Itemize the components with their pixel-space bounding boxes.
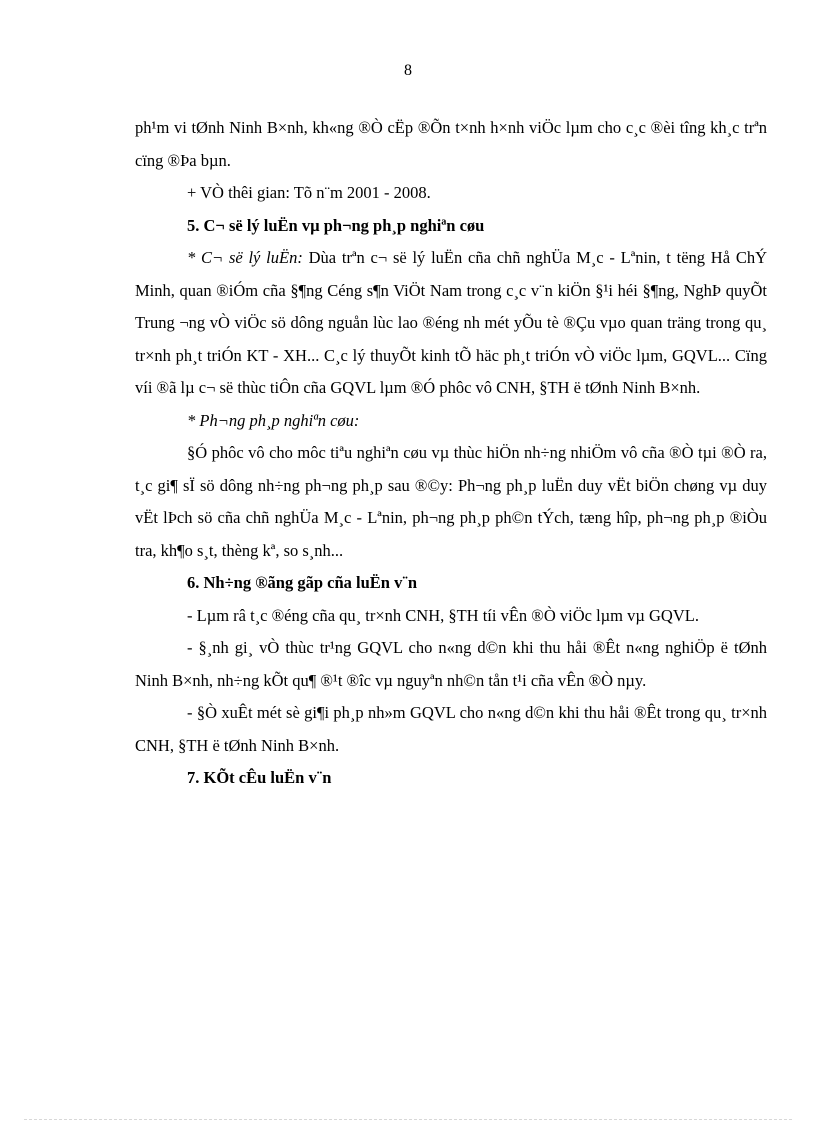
paragraph-lead-label: * C¬ së lý luËn: (187, 248, 303, 267)
paragraph-scope-time: + VÒ thêi gian: Tõ n¨m 2001 - 2008. (187, 183, 431, 202)
page-number: 8 (404, 62, 412, 79)
paragraph-method-label: * Ph¬ng ph¸p nghiªn cøu: (187, 410, 360, 430)
page-bottom-divider (24, 1119, 792, 1120)
paragraph-contribution-3: - §Ò xuÊt mét sè gi¶i ph¸p nh»m GQVL cho n«ng d©n khi thu håi ®Êt trong qu¸ tr×nh CNH, §TH ë tØnh Ninh B×nh. (135, 703, 767, 755)
paragraph-theoretical-basis (135, 242, 767, 405)
paragraph-contribution-2: - §¸nh gi¸ vÒ thùc tr¹ng GQVL cho n«ng d©n khi thu håi ®Êt n«ng nghiÖp ë tØnh Ninh B×nh, nh÷ng kÕt qu¶ ®¹t ®îc vµ nguyªn nh©n tån t¹i cña vÊn ®Ò nµy. (135, 638, 767, 690)
section-heading-5: 5. C¬ së lý luËn vµ ph¬ng ph¸p nghiªn cøu (187, 215, 485, 235)
paragraph-contribution-1: - Lµm râ t¸c ®éng cña qu¸ tr×nh CNH, §TH tíi vÊn ®Ò viÖc lµm vµ GQVL. (187, 605, 699, 625)
paragraph-scope-location: ph¹m vi tØnh Ninh B×nh, kh«ng ®Ò cËp ®Õn t×nh h×nh viÖc lµm cho c¸c ®èi tîng kh¸c trªn cïng ®Þa bµn. (135, 118, 767, 170)
section-heading-7: 7. KÕt cÊu luËn v¨n (187, 768, 332, 787)
page-content (135, 112, 767, 795)
paragraph-methods: §Ó phôc vô cho môc tiªu nghiªn cøu vµ thùc hiÖn nh÷ng nhiÖm vô cña ®Ò tµi ®Ò ra, t¸c gi¶ sÏ sö dông nh÷ng ph¬ng ph¸p sau ®©y: Ph¬ng ph¸p luËn duy vËt biÖn chøng vµ duy vËt lÞch sö cña chñ nghÜa M¸c - Lªnin, ph¬ng ph¸p ph©n tÝch, tæng hîp, ph¬ng ph¸p ®iÒu tra, kh¶o s¸t, thèng kª, so s¸nh... (135, 443, 767, 560)
section-heading-6: 6. Nh÷ng ®ãng gãp cña luËn v¨n (187, 573, 417, 592)
paragraph-body: Dùa trªn c¬ së lý luËn cña chñ nghÜa M¸c - Lªnin, t tëng Hå ChÝ Minh, quan ®iÓm cña §¶ng Céng s¶n ViÖt Nam trong c¸c v¨n kiÖn §¹i héi §¶ng, NghÞ quyÕt Trung ¬ng vÒ viÖc sö dông nguån lùc lao ®éng nh mét yÕu tè ®Çu vµo quan träng trong qu¸ tr×nh ph¸t triÓn KT - XH... C¸c lý thuyÕt kinh tÕ häc ph¸t triÓn vÒ viÖc lµm, GQVL... Cïng víi ®ã lµ c¬ së thùc tiÔn cña GQVL lµm ®Ó phôc vô CNH, §TH ë tØnh Ninh B×nh. (135, 248, 767, 397)
